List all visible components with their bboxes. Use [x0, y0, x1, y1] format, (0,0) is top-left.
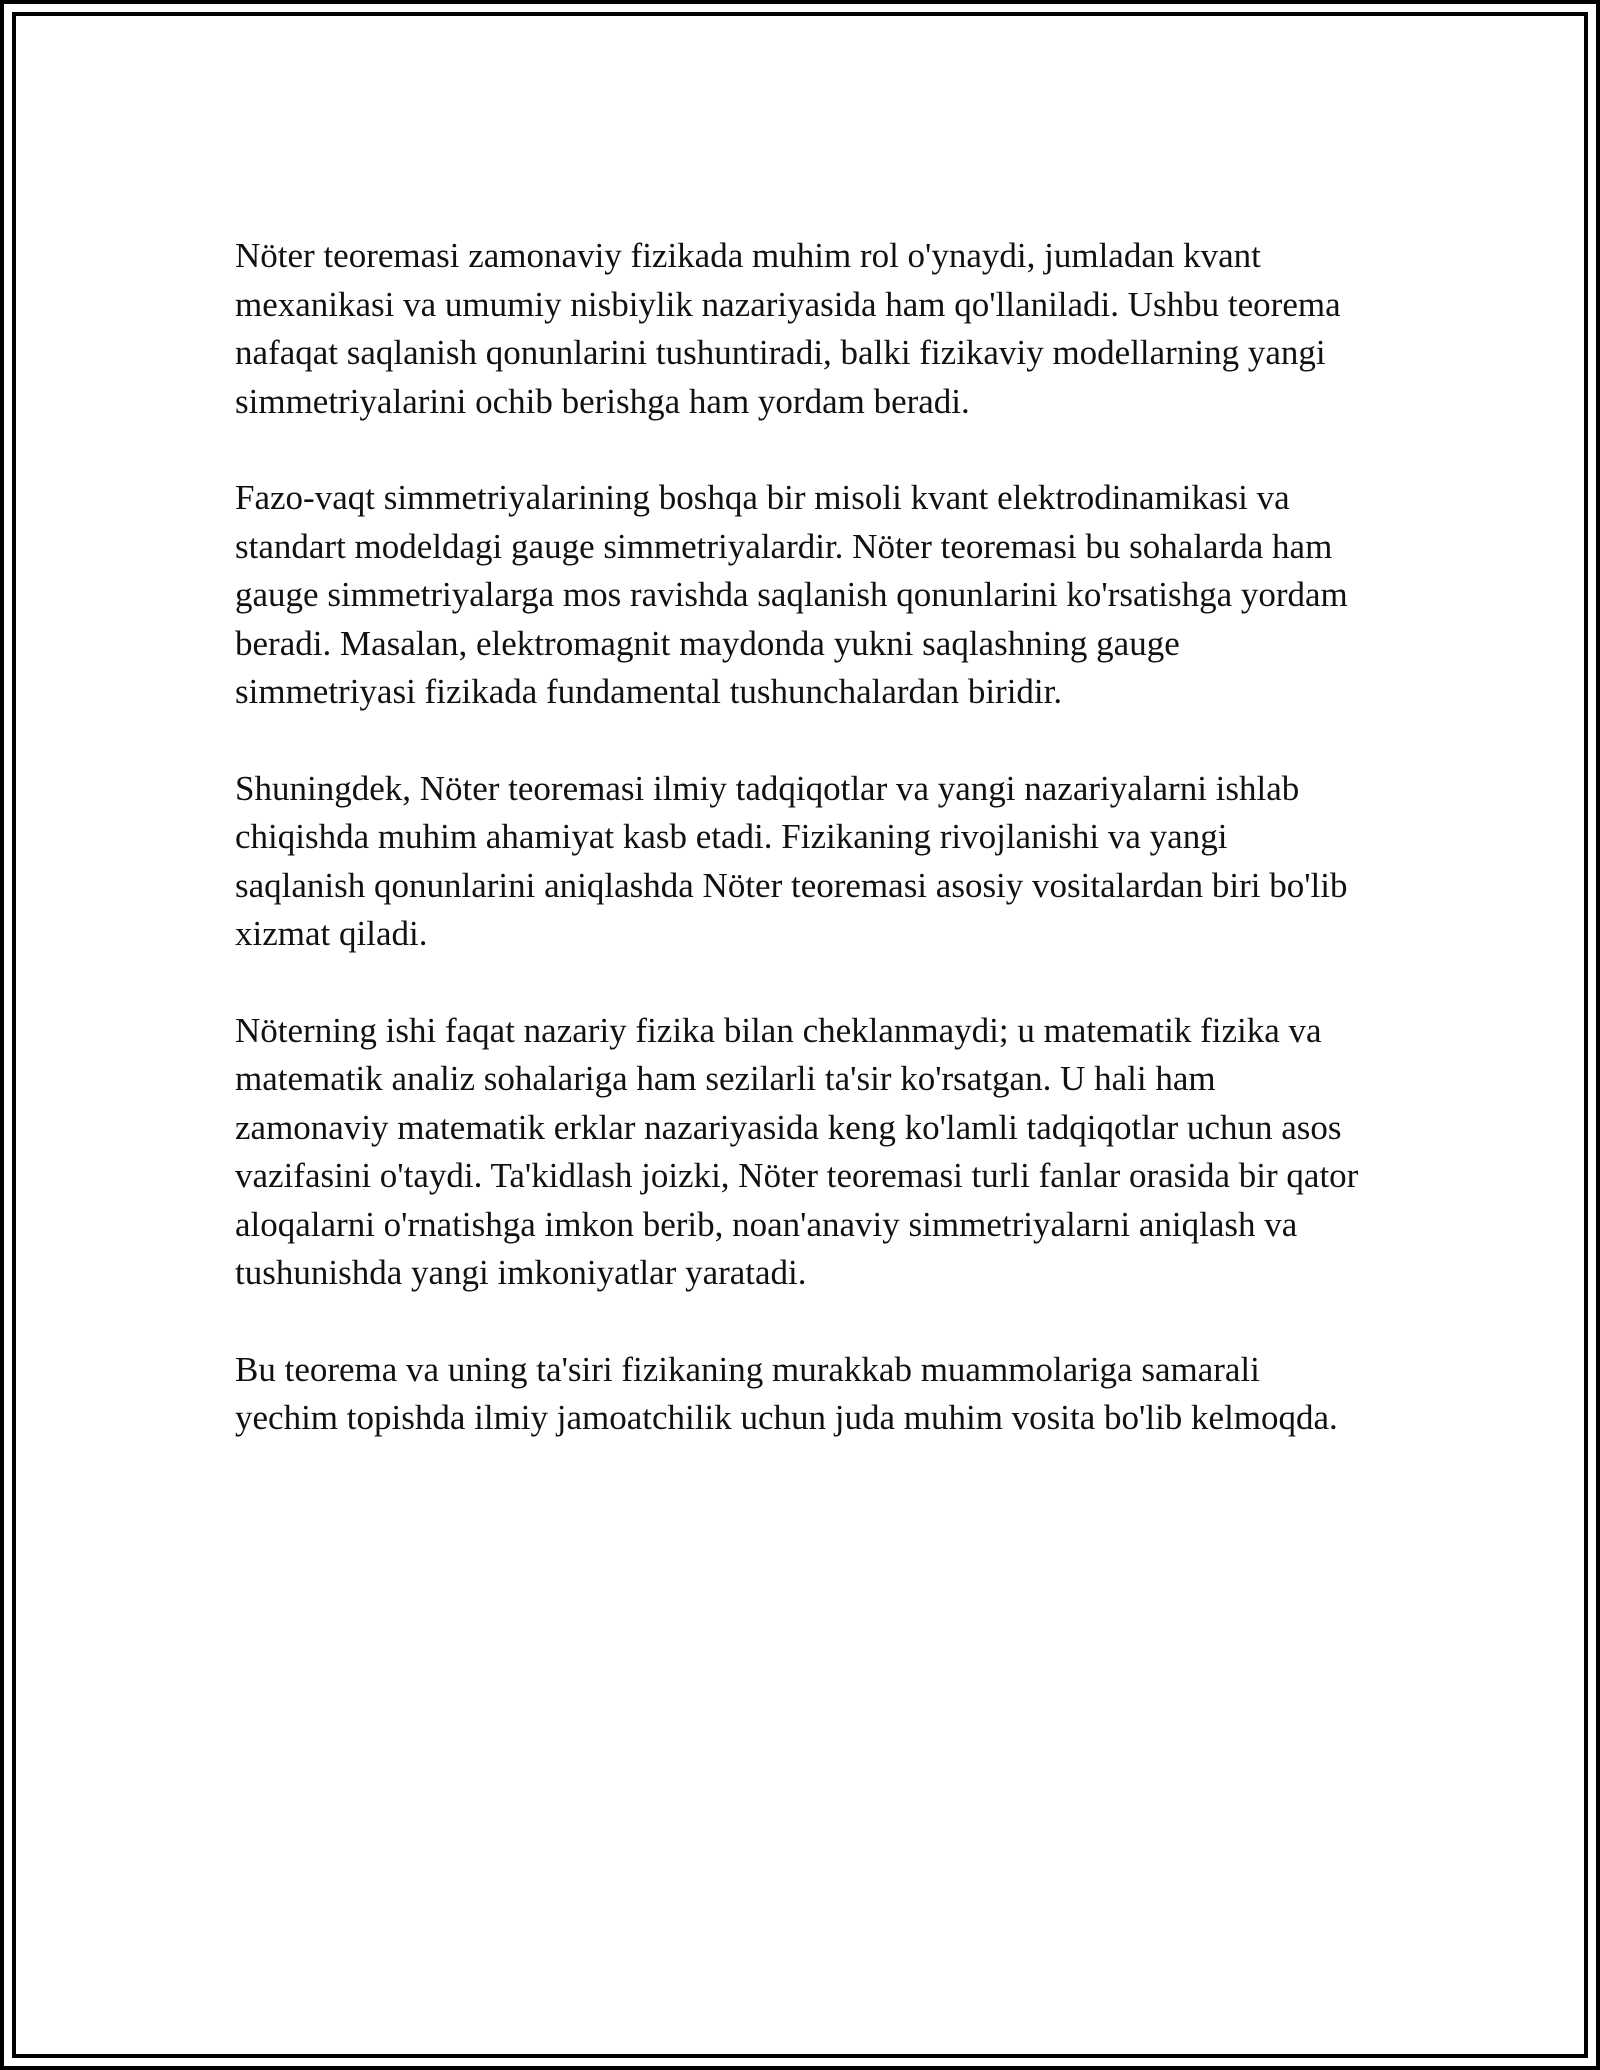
paragraph-4: Nöterning ishi faqat nazariy fizika bilan cheklanmaydi; u matematik fizika va matematik analiz sohalariga ham sezilarli ta'sir ko'rsatgan. U hali ham zamonaviy matematik erklar nazariyasida keng ko'lamli tadqiqotlar uchun asos vazifasini o'taydi. Ta'kidlash joizki, Nöter teoremasi turli fanlar orasida bir qator aloqalarni o'rnatishga imkon berib, noan'anaviy simmetriyalarni aniqlash va tushunishda yangi imkoniyatlar yaratadi.: [235, 1010, 1359, 1292]
paragraph-5: Bu teorema va uning ta'siri fizikaning murakkab muammolariga samarali yechim topishda ilmiy jamoatchilik uchun juda muhim vosita bo'lib kelmoqda.: [235, 1349, 1338, 1437]
paragraph-1: Nöter teoremasi zamonaviy fizikada muhim rol o'ynaydi, jumladan kvant mexanikasi va umumiy nisbiylik nazariyasida ham qo'llaniladi. Ushbu teorema nafaqat saqlanish qonunlarini tushuntiradi, balki fizikaviy modellarning yangi simmetriyalarini ochib berishga ham yordam beradi.: [235, 236, 1341, 421]
document-body: [235, 232, 1365, 1491]
paragraph-2: Fazo-vaqt simmetriyalarining boshqa bir misoli kvant elektrodinamikasi va standart modeldagi gauge simmetriyalardir. Nöter teoremasi bu sohalarda ham gauge simmetriyalarga mos ravishda saqlanish qonunlarini ko'rsatishga yordam beradi. Masalan, elektromagnit maydonda yukni saqlashning gauge simmetriyasi fizikada fundamental tushunchalardan biridir.: [235, 478, 1348, 711]
paragraph-3: Shuningdek, Nöter teoremasi ilmiy tadqiqotlar va yangi nazariyalarni ishlab chiqishda muhim ahamiyat kasb etadi. Fizikaning rivojlanishi va yangi saqlanish qonunlarini aniqlashda Nöter teoremasi asosiy vositalardan biri bo'lib xizmat qiladi.: [235, 768, 1348, 953]
